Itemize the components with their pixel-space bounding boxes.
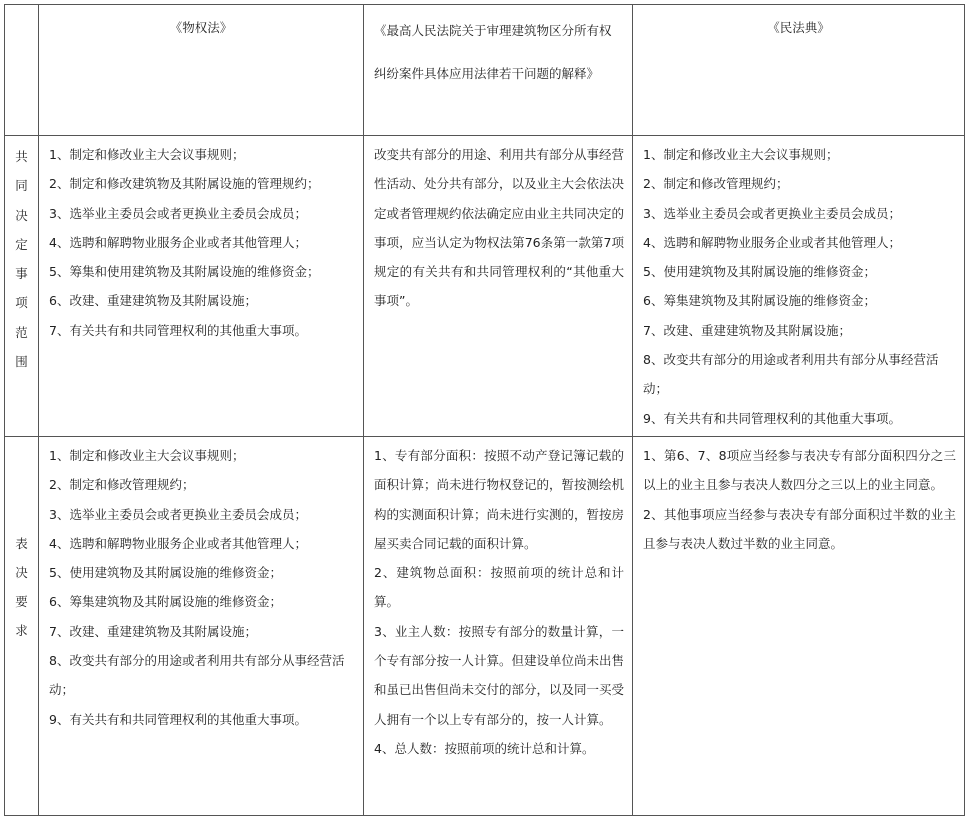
row-voting-requirements — [5, 437, 965, 816]
voting-property-law-list — [39, 437, 364, 816]
voting-civil-code-list — [633, 437, 965, 816]
header-judicial-interpretation: 《最高人民法院关于审理建筑物区分所有权纠纷案件具体应用法律若干问题的解释》 — [364, 5, 633, 136]
list-item: 2、建筑物总面积：按照前项的统计总和计算。 — [374, 565, 624, 610]
scope-property-law-list — [39, 136, 364, 437]
row-label-voting: 表 决 要 求 — [5, 437, 39, 816]
scope-interpretation-text: 改变共有部分的用途、利用共有部分从事经营性活动、处分共有部分，以及业主大会依法决定或者管理规约依法确定应由业主共同决定的事项，应当认定为物权法第76条第一款第7项规定的有关共有和共同管理权利的“其他重大事项”。 — [364, 136, 633, 437]
corner-cell — [5, 5, 39, 136]
row-scope-of-matters — [5, 136, 965, 437]
list-item: 3、选举业主委员会或者更换业主委员会成员； — [643, 205, 901, 221]
list-item: 4、选聘和解聘物业服务企业或者其他管理人； — [49, 234, 307, 250]
list-item: 3、业主人数：按照专有部分的数量计算，一个专有部分按一人计算。但建设单位尚未出售和虽已出售但尚未交付的部分，以及同一买受人拥有一个以上专有部分的，按一人计算。 — [374, 623, 625, 727]
list-item: 4、总人数：按照前项的统计总和计算。 — [374, 740, 595, 756]
voting-interpretation-list — [364, 437, 633, 816]
list-item: 4、选聘和解聘物业服务企业或者其他管理人； — [643, 234, 901, 250]
list-item: 2、制定和修改管理规约； — [49, 477, 195, 493]
list-item: 8、改变共有部分的用途或者利用共有部分从事经营活动； — [643, 352, 939, 397]
list-item: 5、筹集和使用建筑物及其附属设施的维修资金； — [49, 264, 320, 280]
list-item: 7、改建、重建建筑物及其附属设施； — [643, 322, 851, 338]
list-item: 3、选举业主委员会或者更换业主委员会成员； — [49, 506, 307, 522]
list-item: 9、有关共有和共同管理权利的其他重大事项。 — [49, 711, 307, 727]
list-item: 6、筹集建筑物及其附属设施的维修资金； — [49, 594, 282, 610]
list-item: 1、第6、7、8项应当经参与表决专有部分面积四分之三以上的业主且参与表决人数四分之三以上的业主同意。 — [643, 448, 956, 493]
list-item: 2、制定和修改管理规约； — [643, 176, 789, 192]
list-item: 8、改变共有部分的用途或者利用共有部分从事经营活动； — [49, 653, 345, 698]
list-item: 2、其他事项应当经参与表决专有部分面积过半数的业主且参与表决人数过半数的业主同意。 — [643, 506, 956, 551]
list-item: 7、有关共有和共同管理权利的其他重大事项。 — [49, 322, 307, 338]
header-property-law: 《物权法》 — [39, 5, 364, 136]
list-item: 1、制定和修改业主大会议事规则； — [49, 448, 245, 463]
header-row — [5, 5, 965, 136]
list-item: 1、制定和修改业主大会议事规则； — [643, 147, 839, 162]
list-item: 4、选聘和解聘物业服务企业或者其他管理人； — [49, 535, 307, 551]
list-item: 9、有关共有和共同管理权利的其他重大事项。 — [643, 410, 901, 426]
list-item: 5、使用建筑物及其附属设施的维修资金； — [643, 264, 876, 280]
list-item: 5、使用建筑物及其附属设施的维修资金； — [49, 565, 282, 581]
list-item: 6、改建、重建建筑物及其附属设施； — [49, 293, 257, 309]
list-item: 6、筹集建筑物及其附属设施的维修资金； — [643, 293, 876, 309]
header-civil-code: 《民法典》 — [633, 5, 965, 136]
law-comparison-table — [4, 4, 965, 816]
list-item: 1、专有部分面积：按照不动产登记簿记载的面积计算；尚未进行物权登记的，暂按测绘机构的实测面积计算；尚未进行实测的，暂按房屋买卖合同记载的面积计算。 — [374, 448, 625, 551]
list-item: 7、改建、重建建筑物及其附属设施； — [49, 623, 257, 639]
list-item: 3、选举业主委员会或者更换业主委员会成员； — [49, 205, 307, 221]
list-item: 2、制定和修改建筑物及其附属设施的管理规约； — [49, 176, 320, 192]
list-item: 1、制定和修改业主大会议事规则； — [49, 147, 245, 162]
scope-civil-code-list — [633, 136, 965, 437]
row-label-scope: 共 同 决 定 事 项 范 围 — [5, 136, 39, 437]
